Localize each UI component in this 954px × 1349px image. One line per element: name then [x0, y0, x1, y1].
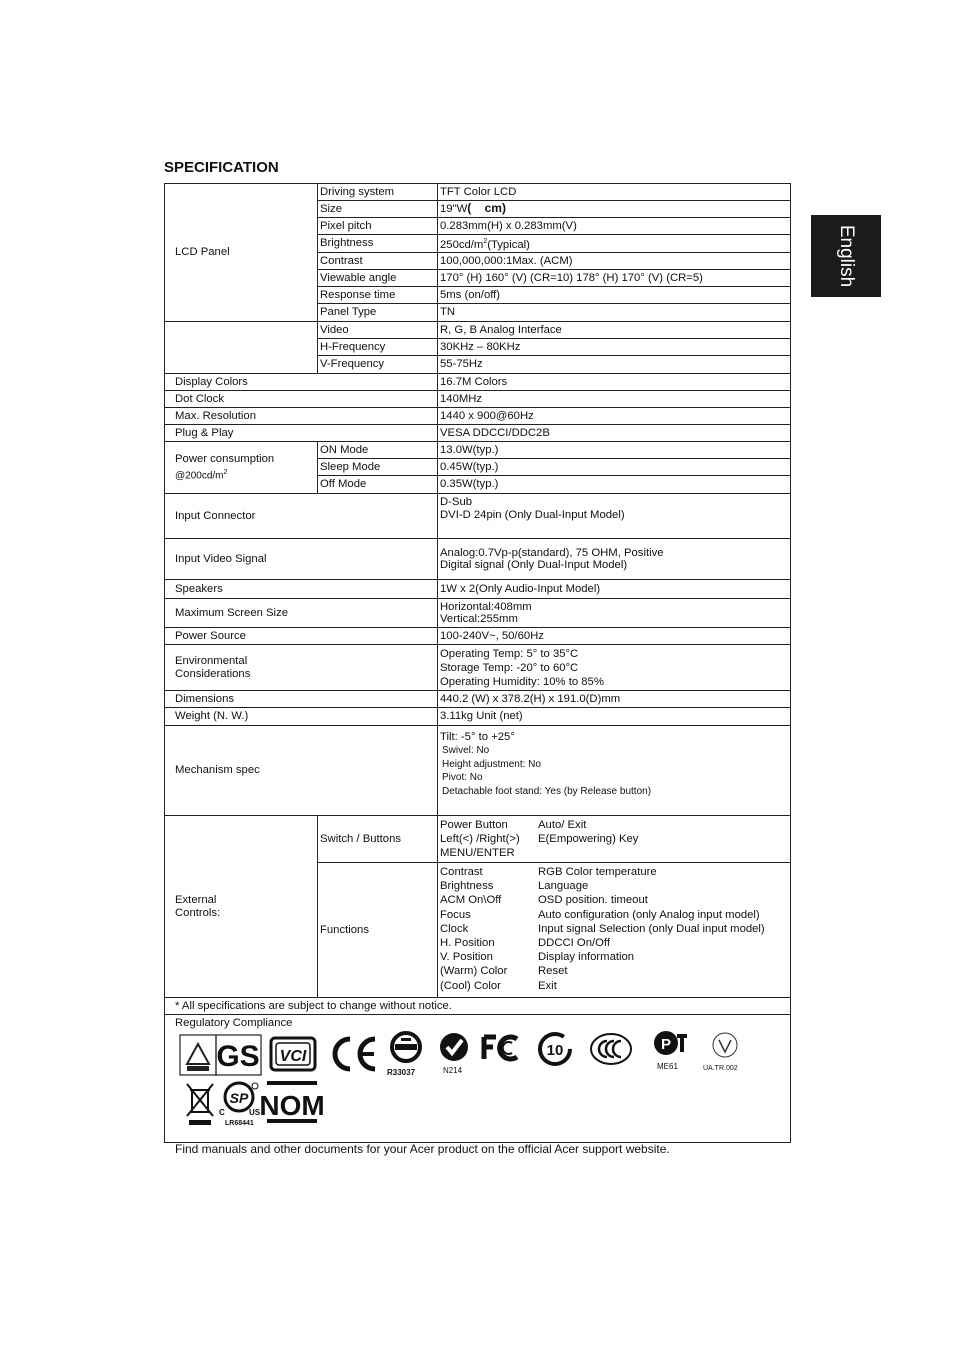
signal-group-label [165, 322, 318, 374]
value-line: Swivel: No [442, 745, 490, 756]
vci-mark-text: VCI [279, 1048, 307, 1065]
control-item: MENU/ENTER [440, 847, 515, 859]
spec-value: 100,000,000:1Max. (ACM) [438, 253, 791, 270]
spec-label: Off Mode [318, 476, 438, 494]
function-item: V. Position [440, 951, 493, 964]
language-tab [811, 215, 881, 297]
spec-label: Display Colors [165, 374, 438, 391]
spec-value [438, 726, 791, 816]
svg-text:P: P [660, 1036, 672, 1053]
spec-label: Panel Type [318, 304, 438, 322]
power-label-line2: @200cd/m [175, 469, 224, 481]
spec-value: 0.283mm(H) x 0.283mm(V) [438, 218, 791, 235]
brightness-suffix: (Typical) [487, 238, 530, 251]
label-line: Controls: [175, 906, 221, 919]
brightness-sup: 2 [483, 238, 488, 246]
value-line: Vertical:255mm [440, 613, 518, 625]
function-item: Reset [538, 965, 568, 978]
spec-label: Size [318, 201, 438, 218]
spec-value: R, G, B Analog Interface [438, 322, 791, 339]
weee-bin-icon [185, 1082, 215, 1126]
csa-us-caption: US [249, 1108, 261, 1117]
spec-note: * All specifications are subject to change without notice. [165, 998, 791, 1015]
function-item: (Warm) Color [440, 965, 508, 978]
value-line: Horizontal:408mm [440, 601, 532, 613]
value-line: Height adjustment: No [442, 758, 541, 770]
function-item: Display information [538, 951, 635, 964]
spec-label: Input Connector [165, 494, 438, 539]
function-item: Input signal Selection (only Dual input model) [538, 922, 765, 935]
function-item: Clock [440, 922, 469, 935]
spec-value: 16.7M Colors [438, 374, 791, 391]
label-line: Considerations [175, 667, 251, 680]
control-item: Left(<) /Right(>) [440, 833, 520, 845]
switch-buttons-label: Switch / Buttons [318, 816, 438, 863]
spec-label: Input Video Signal [165, 539, 438, 580]
value-line: Tilt: -5° to +25° [440, 731, 515, 743]
spec-value [438, 235, 791, 253]
spec-value: 1440 x 900@60Hz [438, 408, 791, 425]
spec-label: ON Mode [318, 442, 438, 459]
spec-label: Dot Clock [165, 391, 438, 408]
function-item: DDCCI On/Off [538, 937, 610, 950]
regulatory-cell [165, 1015, 791, 1143]
value-line: Detachable foot stand: Yes (by Release button) [442, 785, 652, 797]
spec-value: 0.35W(typ.) [438, 476, 791, 494]
spec-label: Response time [318, 287, 438, 304]
control-item: Auto/ Exit [538, 819, 587, 831]
spec-value [438, 494, 791, 539]
ua-caption: UA.TR.002 [703, 1065, 738, 1072]
function-item: OSD position. timeout [538, 894, 648, 907]
spec-label: Brightness [318, 235, 438, 253]
spec-label: Plug & Play [165, 425, 438, 442]
svg-text:SP: SP [229, 1090, 249, 1106]
function-item: ACM On\Off [440, 894, 502, 907]
spec-value [438, 539, 791, 580]
spec-value: 3.11kg Unit (net) [438, 708, 791, 726]
external-controls-label [165, 816, 318, 998]
size-value: 19"W [440, 203, 468, 215]
spec-label: Mechanism spec [165, 726, 438, 816]
spec-label: H-Frequency [318, 339, 438, 356]
spec-label: Video [318, 322, 438, 339]
spec-value [438, 645, 791, 691]
spec-value: 140MHz [438, 391, 791, 408]
function-item: (Cool) Color [440, 979, 501, 992]
spec-label: Driving system [318, 184, 438, 201]
spec-label: Sleep Mode [318, 459, 438, 476]
spec-value: 0.45W(typ.) [438, 459, 791, 476]
gost-caption: R33037 [387, 1068, 416, 1077]
value-line: Operating Humidity: 10% to 85% [440, 675, 604, 688]
spec-label [165, 645, 438, 691]
power-label-sup: 2 [223, 468, 228, 476]
fcc-logo [481, 1034, 521, 1062]
spec-table [164, 183, 791, 1143]
spec-label: V-Frequency [318, 356, 438, 374]
ccc-logo [589, 1032, 633, 1066]
spec-label: Viewable angle [318, 270, 438, 287]
function-item: Focus [440, 908, 471, 921]
label-line: Environmental [175, 654, 248, 667]
spec-value [438, 599, 791, 628]
c-tick-caption: N214 [443, 1066, 463, 1075]
lcd-panel-label: LCD Panel [165, 184, 318, 322]
value-line: Storage Temp: -20° to 60°C [440, 661, 579, 674]
function-item: Contrast [440, 866, 483, 878]
value-line: Digital signal (Only Dual-Input Model) [440, 559, 628, 571]
brightness-value: 250cd/m [440, 238, 484, 251]
svg-text:10: 10 [546, 1042, 564, 1059]
spec-value: 5ms (on/off) [438, 287, 791, 304]
value-line: Pivot: No [442, 772, 483, 783]
spec-value: 30KHz – 80KHz [438, 339, 791, 356]
c-tick-logo [439, 1032, 469, 1062]
footer-note: Find manuals and other documents for your Acer product on the official Acer support website. [175, 1142, 670, 1156]
spec-label: Max. Resolution [165, 408, 438, 425]
control-item: E(Empowering) Key [538, 833, 639, 845]
eco-10-logo [537, 1031, 573, 1067]
ce-logo [329, 1034, 379, 1074]
functions-label: Functions [318, 863, 438, 998]
gost-logo [389, 1030, 423, 1064]
regulatory-label: Regulatory Compliance [175, 1017, 293, 1029]
function-item: Language [538, 880, 589, 893]
spec-value: 1W x 2(Only Audio-Input Model) [438, 580, 791, 599]
spec-label: Dimensions [165, 691, 438, 708]
function-item: RGB Color temperature [538, 866, 657, 878]
spec-label: Power Source [165, 628, 438, 645]
power-label-line1: Power consumption [175, 452, 275, 465]
spec-label: Pixel pitch [318, 218, 438, 235]
value-line: Operating Temp: 5° to 35°C [440, 647, 579, 660]
value-line: DVI-D 24pin (Only Dual-Input Model) [440, 509, 625, 521]
vci-logo [269, 1036, 317, 1072]
nom-logo [259, 1080, 325, 1124]
spec-value: 440.2 (W) x 378.2(H) x 191.0(D)mm [438, 691, 791, 708]
function-item: Brightness [440, 880, 494, 893]
value-line: D-Sub [440, 496, 473, 508]
pct-logo [653, 1030, 689, 1058]
spec-label: Contrast [318, 253, 438, 270]
switch-buttons-value [438, 816, 791, 863]
spec-value [438, 201, 791, 218]
ua-logo [711, 1030, 739, 1060]
spec-value: 13.0W(typ.) [438, 442, 791, 459]
functions-value [438, 863, 791, 998]
label-line: External [175, 893, 217, 906]
language-tab-label: English [836, 224, 857, 288]
gs-mark-text: GS [216, 1040, 260, 1073]
size-paren: ( [467, 201, 472, 215]
spec-label: Maximum Screen Size [165, 599, 438, 628]
tuv-gs-logo [179, 1034, 263, 1076]
pct-caption: ME61 [657, 1062, 678, 1071]
control-item [538, 846, 788, 860]
control-item: Power Button [440, 819, 508, 831]
spec-value: TN [438, 304, 791, 322]
nom-mark-text: NOM [259, 1090, 325, 1121]
function-item: H. Position [440, 937, 495, 950]
size-unit: cm) [484, 201, 506, 215]
function-item: Exit [538, 979, 557, 992]
regulatory-logos [175, 1030, 788, 1142]
power-label [165, 442, 318, 494]
spec-value: 55-75Hz [438, 356, 791, 374]
spec-value: 100-240V~, 50/60Hz [438, 628, 791, 645]
csa-caption: LR68441 [225, 1120, 254, 1127]
page-heading: SPECIFICATION [164, 159, 279, 176]
spec-value: 170° (H) 160° (V) (CR=10) 178° (H) 170° (V) (CR=5) [438, 270, 791, 287]
spec-value: VESA DDCCI/DDC2B [438, 425, 791, 442]
csa-c-caption: C [219, 1108, 225, 1117]
spec-value: TFT Color LCD [438, 184, 791, 201]
spec-label: Weight (N. W.) [165, 708, 438, 726]
spec-label: Speakers [165, 580, 438, 599]
function-item: Auto configuration (only Analog input model) [538, 908, 760, 921]
value-line: Analog:0.7Vp-p(standard), 75 OHM, Positive [440, 547, 664, 559]
